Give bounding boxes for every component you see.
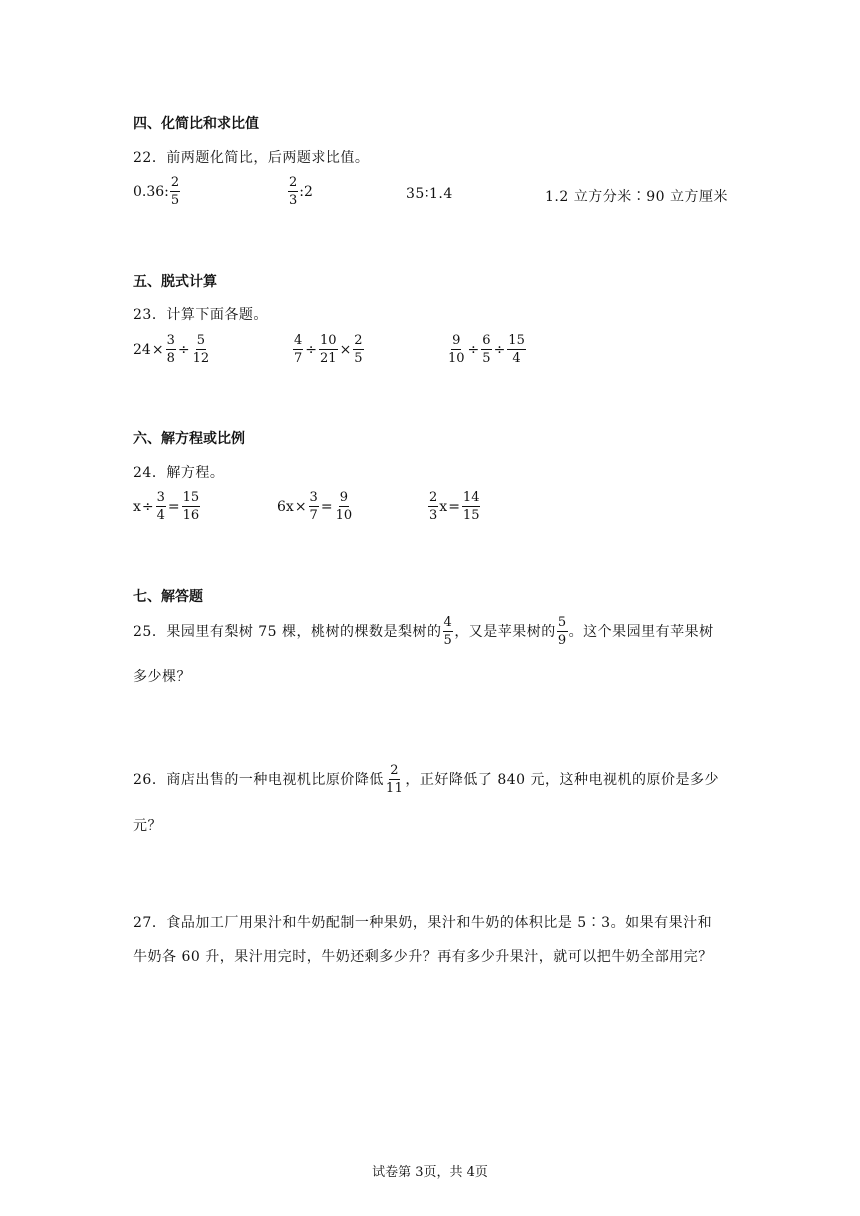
q24-equation-1 <box>133 491 201 522</box>
numerator: 5 <box>557 615 567 630</box>
operator: ÷ <box>177 341 190 358</box>
operator: ÷ <box>141 498 154 515</box>
numerator: 15 <box>182 490 200 505</box>
numerator: 3 <box>166 333 175 348</box>
numerator: 2 <box>429 490 438 505</box>
q22-expression-2 <box>287 176 313 207</box>
denominator: 12 <box>192 351 210 366</box>
denominator: 3 <box>429 508 438 523</box>
operator: × <box>294 498 307 515</box>
section-heading-6: 六、解方程或比例 <box>133 431 245 447</box>
question-text: 26．商店出售的一种电视机比原价降低 <box>133 771 384 788</box>
operator: × <box>151 341 164 358</box>
numerator: 4 <box>294 333 303 348</box>
denominator: 4 <box>512 351 521 366</box>
q24-equation-3 <box>427 491 481 522</box>
operator: ÷ <box>305 341 318 358</box>
fraction <box>309 491 319 522</box>
question-26-line-1 <box>133 764 719 795</box>
denominator: 7 <box>309 508 318 523</box>
denominator: 8 <box>166 351 175 366</box>
denominator: 3 <box>289 193 298 208</box>
denominator: 7 <box>294 351 303 366</box>
numerator: 9 <box>339 490 348 505</box>
expr-text: x <box>439 498 448 515</box>
question-text: 。这个果园里有苹果树 <box>568 623 714 640</box>
page-footer: 试卷第 3页，共 4页 <box>372 1165 488 1180</box>
fraction <box>166 334 176 365</box>
numerator: 2 <box>170 175 180 190</box>
section-heading-4: 四、化简比和求比值 <box>133 116 259 132</box>
q23-expression-2 <box>292 334 365 365</box>
expr-text: 0.36: <box>133 183 169 200</box>
fraction <box>170 176 180 207</box>
denominator: 16 <box>182 508 200 523</box>
operator: ÷ <box>493 341 506 358</box>
operator: × <box>339 341 352 358</box>
fraction <box>192 334 211 365</box>
question-text: ，正好降低了 840 元，这种电视机的原价是多少 <box>405 771 719 788</box>
numerator: 3 <box>309 490 318 505</box>
numerator: 2 <box>289 175 298 190</box>
expr-text: 6x <box>277 498 294 515</box>
denominator: 10 <box>335 508 353 523</box>
fraction <box>462 491 481 522</box>
denominator: 5 <box>354 351 363 366</box>
expr-text: x <box>133 498 141 515</box>
fraction <box>481 334 491 365</box>
fraction <box>156 491 166 522</box>
fraction <box>447 334 466 365</box>
denominator: 5 <box>443 633 453 648</box>
question-text: ，又是苹果树的 <box>454 623 556 640</box>
question-23-prompt: 23．计算下面各题。 <box>133 307 268 323</box>
denominator: 15 <box>462 508 480 523</box>
q22-expression-4: 1.2 立方分米∶90 立方厘米 <box>545 189 728 205</box>
denominator: 21 <box>320 351 337 366</box>
numerator: 2 <box>390 763 399 778</box>
fraction <box>293 334 303 365</box>
fraction <box>385 764 405 795</box>
operator: ÷ <box>467 341 480 358</box>
equals-sign: = <box>448 498 460 515</box>
question-27-line-2: 牛奶各 60 升，果汁用完时，牛奶还剩多少升？再有多少升果汁，就可以把牛奶全部用完？ <box>133 949 713 965</box>
numerator: 3 <box>156 490 165 505</box>
numerator: 2 <box>354 333 363 348</box>
q23-expression-1 <box>133 334 211 365</box>
fraction <box>288 176 298 207</box>
question-22-prompt: 22．前两题化简比，后两题求比值。 <box>133 150 370 166</box>
numerator: 4 <box>443 615 453 630</box>
numerator: 10 <box>320 333 337 348</box>
numerator: 6 <box>482 333 491 348</box>
denominator: 11 <box>385 781 404 796</box>
denominator: 9 <box>557 633 567 648</box>
fraction <box>319 334 338 365</box>
numerator: 9 <box>452 333 461 348</box>
section-heading-5: 五、脱式计算 <box>133 274 217 290</box>
question-24-prompt: 24．解方程。 <box>133 465 225 481</box>
question-25-line-2: 多少棵？ <box>133 669 191 685</box>
denominator: 5 <box>482 351 491 366</box>
denominator: 10 <box>448 351 465 366</box>
fraction <box>507 334 526 365</box>
expr-text: 24 <box>133 341 151 358</box>
fraction <box>353 334 363 365</box>
equals-sign: = <box>320 498 333 515</box>
fraction <box>557 616 568 647</box>
expr-text: :2 <box>299 183 313 200</box>
q22-expression-1 <box>133 176 181 207</box>
denominator: 4 <box>156 508 165 523</box>
question-27-line-1: 27．食品加工厂用果汁和牛奶配制一种果奶，果汁和牛奶的体积比是 5∶3。如果有果汁和 <box>133 915 713 931</box>
fraction <box>428 491 438 522</box>
section-heading-7: 七、解答题 <box>133 589 203 605</box>
numerator: 15 <box>508 333 525 348</box>
equals-sign: = <box>167 498 180 515</box>
fraction <box>182 491 201 522</box>
denominator: 5 <box>170 193 180 208</box>
q24-equation-2 <box>277 491 354 522</box>
question-26-line-2: 元？ <box>133 818 162 834</box>
question-25-line-1 <box>133 616 714 647</box>
question-text: 25．果园里有梨树 75 棵，桃树的棵数是梨树的 <box>133 623 442 640</box>
numerator: 14 <box>462 490 480 505</box>
fraction <box>335 491 354 522</box>
fraction <box>443 616 454 647</box>
q22-expression-3: 35∶1.4 <box>406 186 453 202</box>
q23-expression-3 <box>446 334 527 365</box>
numerator: 5 <box>196 333 205 348</box>
